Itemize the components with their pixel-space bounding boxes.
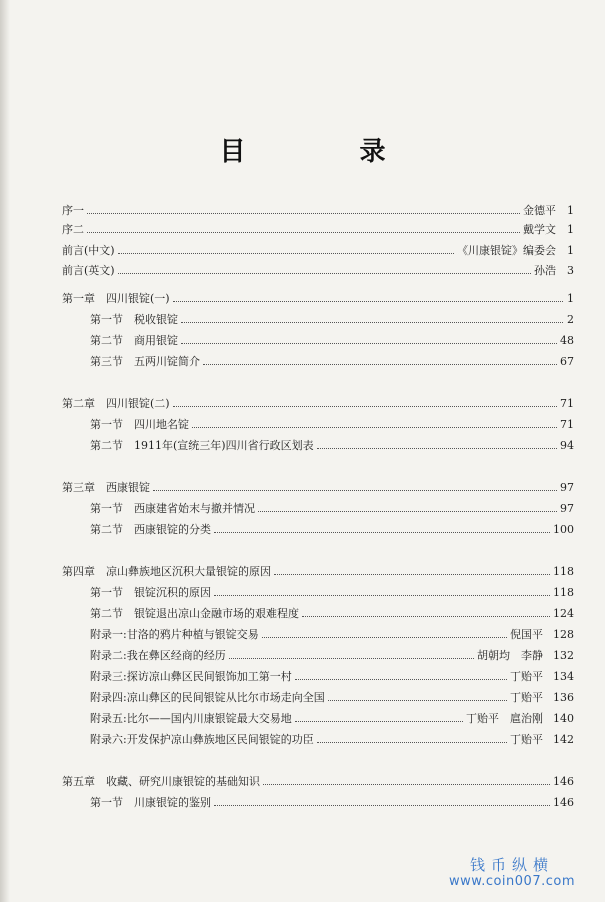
toc-label: 第五章 收藏、研究川康银锭的基础知识 [62, 775, 260, 788]
watermark [432, 856, 592, 890]
toc-page: 94 [560, 439, 574, 452]
toc-author: 丁贻平 [510, 733, 543, 746]
toc-page: 1 [567, 244, 574, 257]
toc-label: 第三章 西康银锭 [62, 481, 150, 494]
toc-label: 第三节 五两川锭简介 [90, 355, 200, 368]
toc-page: 146 [553, 796, 574, 809]
toc-label: 第一节 税收银锭 [90, 313, 178, 326]
toc-author: 《川康银锭》编委会 [457, 244, 556, 257]
toc-page: 140 [553, 712, 574, 725]
leader-dots [192, 419, 557, 428]
toc-entry[interactable] [62, 221, 574, 238]
leader-dots [203, 356, 557, 365]
toc-page: 48 [560, 334, 574, 347]
toc-page: 136 [553, 691, 574, 704]
toc-entry[interactable] [90, 626, 574, 643]
leader-dots [229, 650, 474, 659]
toc-entry[interactable] [90, 668, 574, 685]
toc-label: 第一节 西康建省始末与撤并情况 [90, 502, 255, 515]
toc-page: 1 [567, 292, 574, 305]
toc-label: 附录一:甘洛的鸦片种植与银锭交易 [90, 628, 259, 641]
toc-entry[interactable] [90, 353, 574, 370]
toc-entry[interactable] [90, 710, 574, 727]
toc-label: 第一章 四川银锭(一) [62, 292, 170, 305]
toc-author: 丁贻平 [510, 691, 543, 704]
toc-page: 124 [553, 607, 574, 620]
toc-page: 71 [560, 397, 574, 410]
toc-entry[interactable] [90, 416, 574, 433]
toc-page: 97 [560, 481, 574, 494]
toc-entry[interactable] [62, 262, 574, 279]
leader-dots [87, 224, 520, 233]
toc-entry[interactable] [90, 689, 574, 706]
toc-page: 67 [560, 355, 574, 368]
toc-entry[interactable] [62, 290, 574, 307]
toc-entry[interactable] [90, 332, 574, 349]
toc-page: 100 [553, 523, 574, 536]
leader-dots [317, 734, 507, 743]
toc-label: 附录五:比尔——国内川康银锭最大交易地 [90, 712, 292, 725]
leader-dots [118, 265, 531, 274]
toc-entry[interactable] [90, 584, 574, 601]
toc-entry[interactable] [90, 437, 574, 454]
toc-label: 序一 [62, 204, 84, 217]
page-title: 目 录 [219, 137, 430, 167]
toc-entry[interactable] [62, 479, 574, 496]
toc-label: 第一节 川康银锭的鉴别 [90, 796, 211, 809]
leader-dots [118, 245, 454, 254]
toc-page: 118 [553, 565, 574, 578]
toc-author: 胡朝均 李静 [477, 649, 543, 662]
toc-entry[interactable] [90, 311, 574, 328]
toc-author: 丁贻平 扈治刚 [466, 712, 543, 725]
toc-entry[interactable] [62, 242, 574, 259]
toc-label: 前言(中文) [62, 244, 115, 257]
leader-dots [295, 713, 463, 722]
toc-page: 71 [560, 418, 574, 431]
toc-label: 序二 [62, 223, 84, 236]
toc-page: 1 [567, 204, 574, 217]
toc-label: 附录三:探访凉山彝区民间银饰加工第一村 [90, 670, 292, 683]
toc-page: 142 [553, 733, 574, 746]
toc-label: 附录二:我在彝区经商的经历 [90, 649, 226, 662]
leader-dots [181, 335, 557, 344]
leader-dots [317, 440, 557, 449]
toc-label: 第二章 四川银锭(二) [62, 397, 170, 410]
toc-label: 附录六:开发保护凉山彝族地区民间银锭的功臣 [90, 733, 314, 746]
leader-dots [214, 524, 550, 533]
toc-page: 2 [567, 313, 574, 326]
toc-entry[interactable] [62, 395, 574, 412]
leader-dots [328, 692, 507, 701]
leader-dots [214, 587, 550, 596]
toc-entry[interactable] [90, 731, 574, 748]
toc-label: 第一节 四川地名锭 [90, 418, 189, 431]
leader-dots [258, 503, 557, 512]
toc-page: 132 [553, 649, 574, 662]
toc-author: 倪国平 [510, 628, 543, 641]
toc-entry[interactable] [62, 773, 574, 790]
watermark-url: www.coin007.com [449, 874, 575, 889]
toc-author: 丁贻平 [510, 670, 543, 683]
toc-label: 前言(英文) [62, 264, 115, 277]
toc-author: 戴学文 [523, 223, 556, 236]
leader-dots [295, 671, 507, 680]
toc-page: 118 [553, 586, 574, 599]
toc-page: 97 [560, 502, 574, 515]
leader-dots [153, 482, 557, 491]
toc-label: 第二节 商用银锭 [90, 334, 178, 347]
toc-page: 128 [553, 628, 574, 641]
toc-author: 孙浩 [534, 264, 556, 277]
toc-entry[interactable] [62, 563, 574, 580]
toc-page: 1 [567, 223, 574, 236]
leader-dots [181, 314, 563, 323]
toc-entry[interactable] [90, 521, 574, 538]
watermark-name: 钱币纵横 [469, 856, 554, 874]
toc-page: 134 [553, 670, 574, 683]
leader-dots [262, 629, 507, 638]
toc-label: 第二节 银锭退出凉山金融市场的艰难程度 [90, 607, 299, 620]
toc-entry[interactable] [90, 647, 574, 664]
toc-label: 第四章 凉山彝族地区沉积大量银锭的原因 [62, 565, 271, 578]
toc-label: 第一节 银锭沉积的原因 [90, 586, 211, 599]
leader-dots [173, 398, 557, 407]
toc-page: 146 [553, 775, 574, 788]
toc-label: 附录四:凉山彝区的民间银锭从比尔市场走向全国 [90, 691, 325, 704]
leader-dots [87, 205, 520, 214]
leader-dots [263, 776, 550, 785]
leader-dots [302, 608, 550, 617]
toc-page: 3 [567, 264, 574, 277]
toc-label: 第二节 西康银锭的分类 [90, 523, 211, 536]
toc-author: 金德平 [523, 204, 556, 217]
toc-entry[interactable] [62, 202, 574, 219]
leader-dots [274, 566, 550, 575]
toc-entry[interactable] [90, 500, 574, 517]
leader-dots [173, 293, 563, 302]
leader-dots [214, 797, 550, 806]
toc-entry[interactable] [90, 794, 574, 811]
toc-entry[interactable] [90, 605, 574, 622]
toc-label: 第二节 1911年(宣统三年)四川省行政区划表 [90, 439, 314, 452]
